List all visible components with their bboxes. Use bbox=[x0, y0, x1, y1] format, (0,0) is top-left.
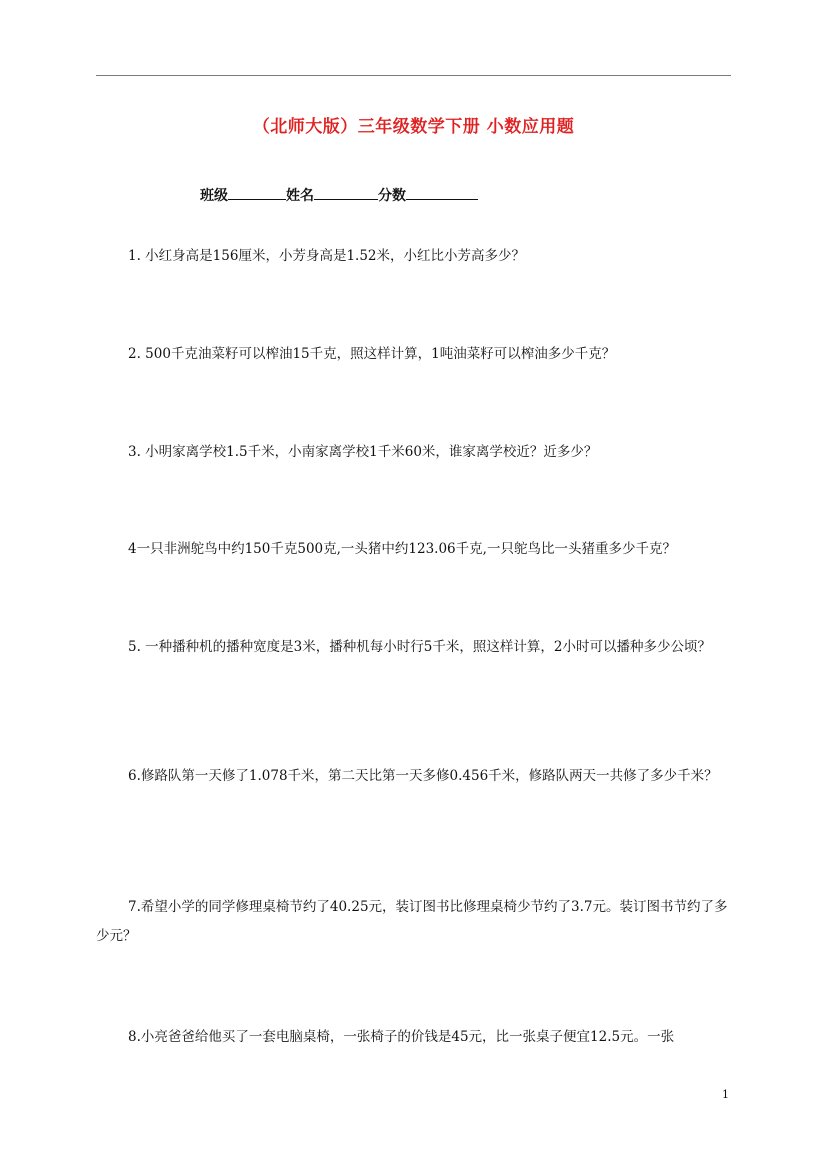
question-4: 4一只非洲鸵鸟中约150千克500克,一头猪中约123.06千克,一只鸵鸟比一头猪重多少千克？ bbox=[128, 541, 676, 557]
question-2: 2. 500千克油菜籽可以榨油15千克，照这样计算，1吨油菜籽可以榨油多少千克？ bbox=[128, 346, 616, 362]
question-7-text: 7.希望小学的同学修理桌椅节约了40.25元，装订图书比修理桌椅少节约了3.7元。装订图书节约了多少元？ bbox=[96, 899, 728, 944]
class-label: 班级 bbox=[200, 188, 228, 204]
question-8 bbox=[96, 1023, 731, 1052]
question-8-text: 8.小亮爸爸给他买了一套电脑桌椅，一张椅子的价钱是45元，比一张桌子便宜12.5元。一张 bbox=[128, 1029, 675, 1045]
question-6-text: 6.修路队第一天修了1.078千米，第二天比第一天多修0.456千米，修路队两天一共修了多少千米？ bbox=[128, 768, 718, 784]
page-number: 1 bbox=[722, 1088, 729, 1101]
class-blank bbox=[228, 186, 286, 200]
header-rule bbox=[96, 75, 731, 76]
question-5-text: 5. 一种播种机的播种宽度是3米，播种机每小时行5千米，照这样计算，2小时可以播种多少公顷？ bbox=[128, 639, 711, 655]
question-7 bbox=[96, 893, 731, 951]
document-title: （北师大版）三年级数学下册 小数应用题 bbox=[252, 117, 575, 137]
question-3: 3. 小明家离学校1.5千米，小南家离学校1千米60米，谁家离学校近？近多少？ bbox=[128, 444, 598, 460]
question-6 bbox=[96, 762, 731, 791]
score-blank bbox=[406, 186, 478, 200]
question-1: 1. 小红身高是156厘米，小芳身高是1.52米，小红比小芳高多少？ bbox=[128, 248, 525, 264]
name-blank bbox=[314, 186, 378, 200]
name-label: 姓名 bbox=[286, 188, 314, 204]
score-label: 分数 bbox=[378, 188, 406, 204]
question-5 bbox=[96, 633, 731, 662]
student-info-line bbox=[200, 185, 478, 205]
